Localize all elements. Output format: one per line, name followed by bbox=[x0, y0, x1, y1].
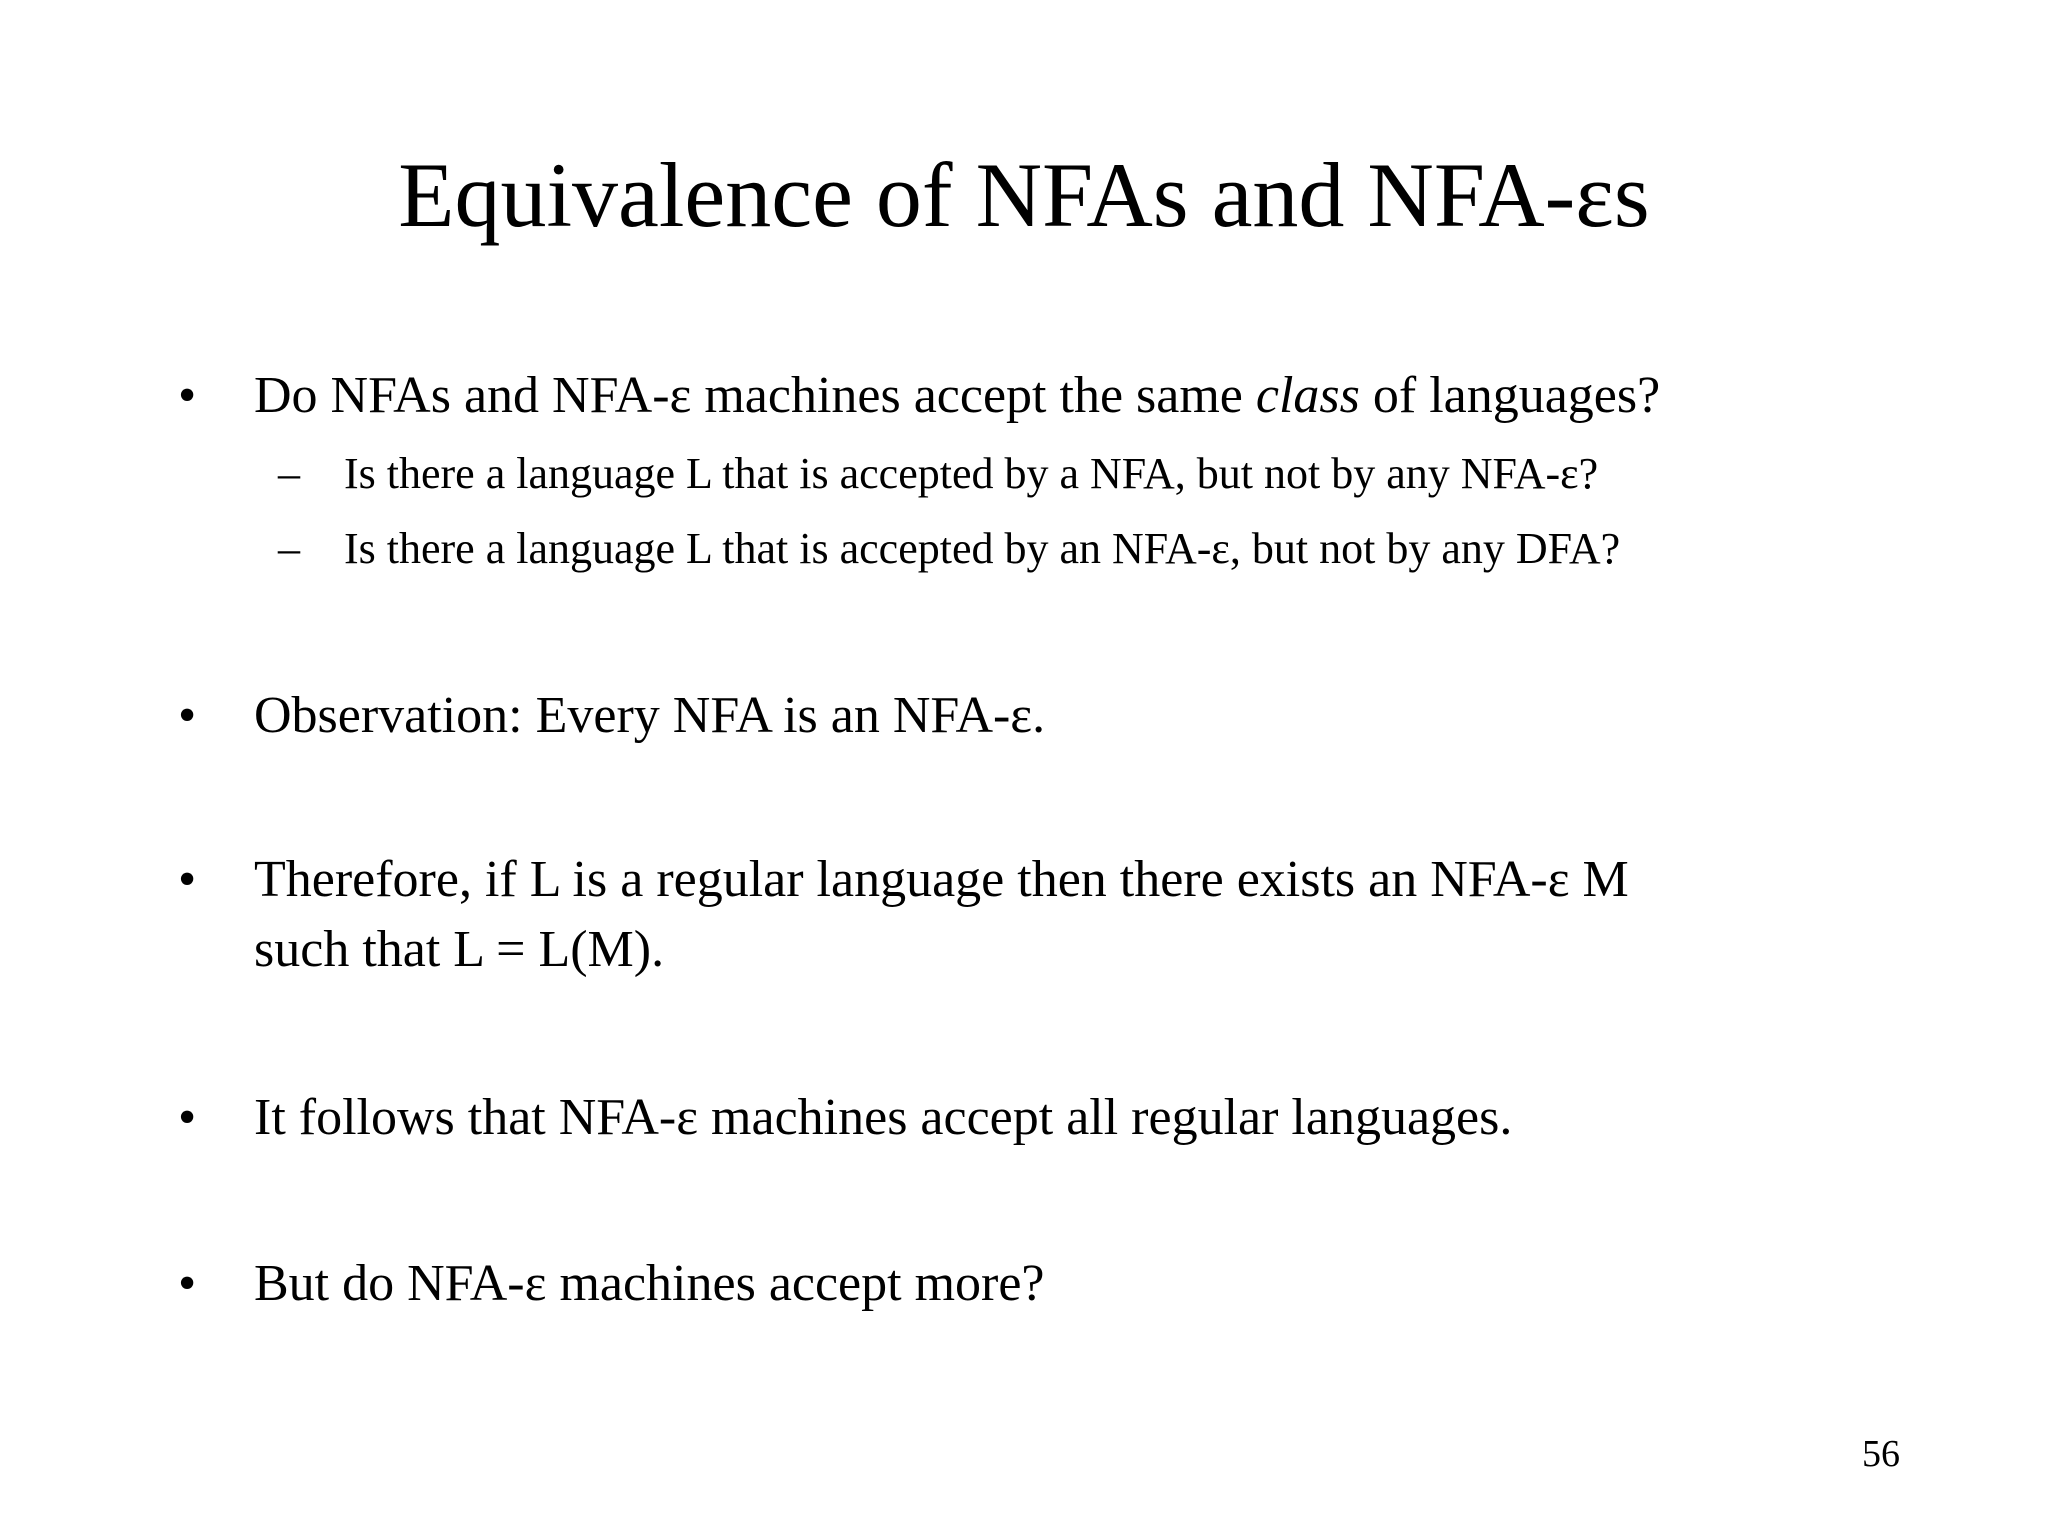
bullet-marker: • bbox=[178, 687, 197, 744]
bullet-2-text: Observation: Every NFA is an NFA-ε. bbox=[254, 687, 1046, 744]
bullet-3-line-1: Therefore, if L is a regular language then there exists an NFA-ε M bbox=[254, 851, 1629, 908]
bullet-5-text: But do NFA-ε machines accept more? bbox=[254, 1255, 1045, 1312]
sub-bullet-1-2: Is there a language L that is accepted by an NFA-ε, but not by any DFA? bbox=[344, 524, 1621, 573]
bullet-1-text-before: Do NFAs and NFA-ε machines accept the same bbox=[254, 367, 1256, 424]
bullet-marker: • bbox=[178, 367, 197, 424]
page-number: 56 bbox=[1862, 1433, 1900, 1475]
bullet-3-line-2: such that L = L(M). bbox=[254, 921, 665, 978]
bullet-1-text-after: of languages? bbox=[1359, 367, 1661, 424]
bullet-1-text bbox=[254, 362, 1660, 430]
bullet-marker: • bbox=[178, 851, 197, 908]
bullet-marker: • bbox=[178, 1255, 197, 1312]
bullet-1-emphasis: class bbox=[1255, 367, 1360, 424]
slide-title: Equivalence of NFAs and NFA-εs bbox=[398, 144, 1650, 246]
bullet-marker: • bbox=[178, 1089, 197, 1146]
sub-bullet-marker: – bbox=[278, 449, 300, 498]
sub-bullet-1-1: Is there a language L that is accepted by a NFA, but not by any NFA-ε? bbox=[344, 449, 1599, 498]
bullet-4-text: It follows that NFA-ε machines accept all regular languages. bbox=[254, 1089, 1513, 1146]
sub-bullet-marker: – bbox=[278, 524, 300, 573]
